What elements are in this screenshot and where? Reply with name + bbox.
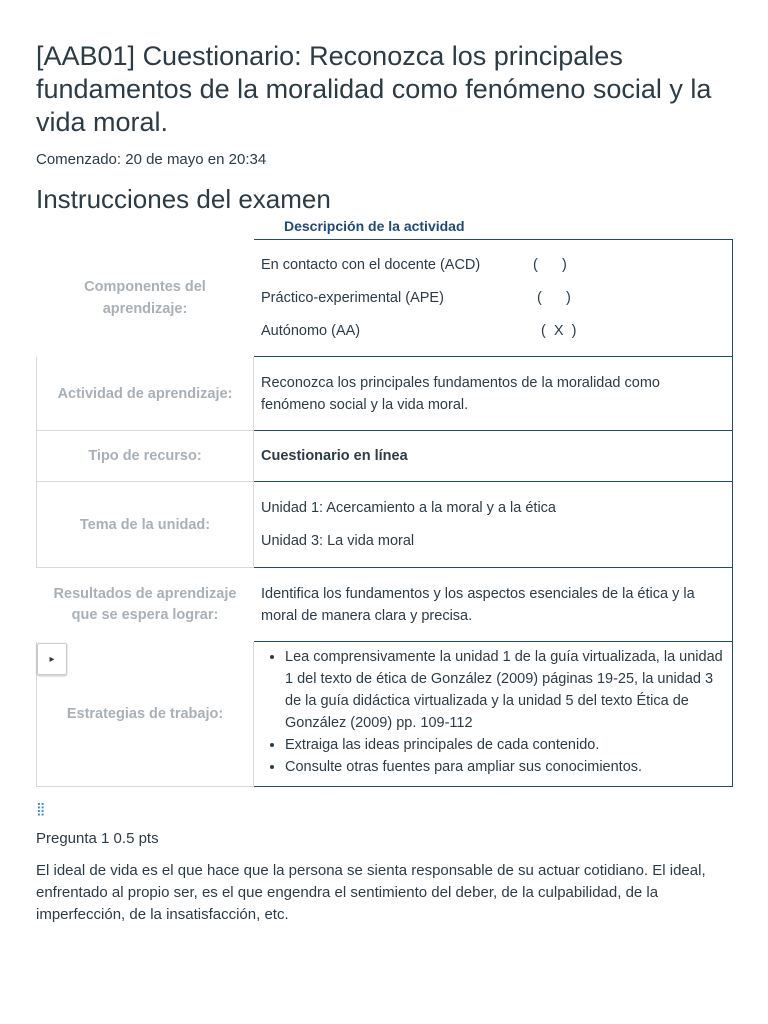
learning-activity-value: Reconozca los principales fundamentos de la moralidad como fenómeno social y la vida moral.	[254, 357, 733, 431]
started-label: Comenzado:	[36, 151, 122, 168]
component-option-mark: ( X )	[541, 323, 577, 339]
expected-results-label: Resultados de aprendizaje que se espera lograr:	[53, 585, 237, 623]
expected-results-value: Identifica los fundamentos y los aspectos esenciales de la ética y la moral de manera clara y precisa.	[254, 568, 733, 642]
activity-table	[36, 239, 733, 787]
started-value: 20 de mayo en 20:34	[125, 151, 267, 168]
unit-topic-value	[254, 482, 733, 568]
quiz-title: [AAB01] Cuestionario: Reconozca los principales fundamentos de la moralidad como fenómeno social y la vida moral.	[36, 41, 712, 137]
component-option-aa	[261, 320, 725, 342]
row-unit-topic	[37, 482, 733, 568]
component-option-name: Autónomo (AA)	[261, 323, 361, 339]
learning-activity-label: Actividad de aprendizaje:	[37, 357, 254, 431]
component-option-mark: ( )	[533, 257, 567, 273]
row-learning-activity	[37, 357, 733, 431]
unit-topic-item: Unidad 1: Acercamiento a la moral y a la ética	[261, 500, 556, 516]
strategies-list	[261, 646, 725, 778]
components-label: Componentes del aprendizaje:	[84, 279, 206, 317]
components-value	[254, 240, 733, 357]
drag-handle-icon[interactable]: ⣿	[36, 801, 45, 816]
component-option-mark: ( )	[537, 290, 571, 306]
component-option-ape	[261, 287, 725, 309]
resource-type-label: Tipo de recurso:	[37, 431, 254, 482]
unit-topic-label: Tema de la unidad:	[37, 482, 254, 568]
strategies-label: Estrategias de trabajo:	[37, 642, 254, 787]
component-option-acd	[261, 254, 725, 276]
instructions-heading: Instrucciones del examen	[36, 184, 331, 214]
started-info	[36, 151, 736, 169]
row-resource-type	[37, 431, 733, 482]
strategies-value	[254, 642, 733, 787]
quiz-page	[36, 0, 736, 787]
play-icon: ▸	[49, 653, 55, 665]
question-text: El ideal de vida es el que hace que la persona se sienta responsable de su actuar cotidiano. El ideal, enfrentado al propio ser, es el que engendra el sentimiento del deber, de la culpabilidad, de la imperfección, de la insatisfacción, etc.	[36, 862, 706, 923]
row-expected-results	[37, 568, 733, 642]
component-option-name: En contacto con el docente (ACD)	[261, 257, 481, 273]
strategy-item: • Extraiga las ideas principales de cada contenido.	[285, 734, 725, 756]
strategy-item: • Consulte otras fuentes para ampliar sus conocimientos.	[285, 756, 725, 778]
activity-caption: Descripción de la actividad	[284, 218, 465, 234]
component-option-name: Práctico-experimental (APE)	[261, 290, 444, 306]
strategy-item: • Lea comprensivamente la unidad 1 de la guía virtualizada, la unidad 1 del texto de ética de González (2009) páginas 19-25, la unidad 3 de la guía didáctica virtualizada y la unidad 5 del texto Ética de González (2009) pp. 109-112	[285, 646, 725, 734]
resource-type-value: Cuestionario en línea	[254, 431, 733, 482]
unit-topic-item: Unidad 3: La vida moral	[261, 533, 415, 549]
media-play-button[interactable]	[37, 643, 67, 675]
row-strategies	[37, 642, 733, 787]
row-components	[37, 240, 733, 357]
question-header: Pregunta 1 0.5 pts	[36, 830, 159, 847]
